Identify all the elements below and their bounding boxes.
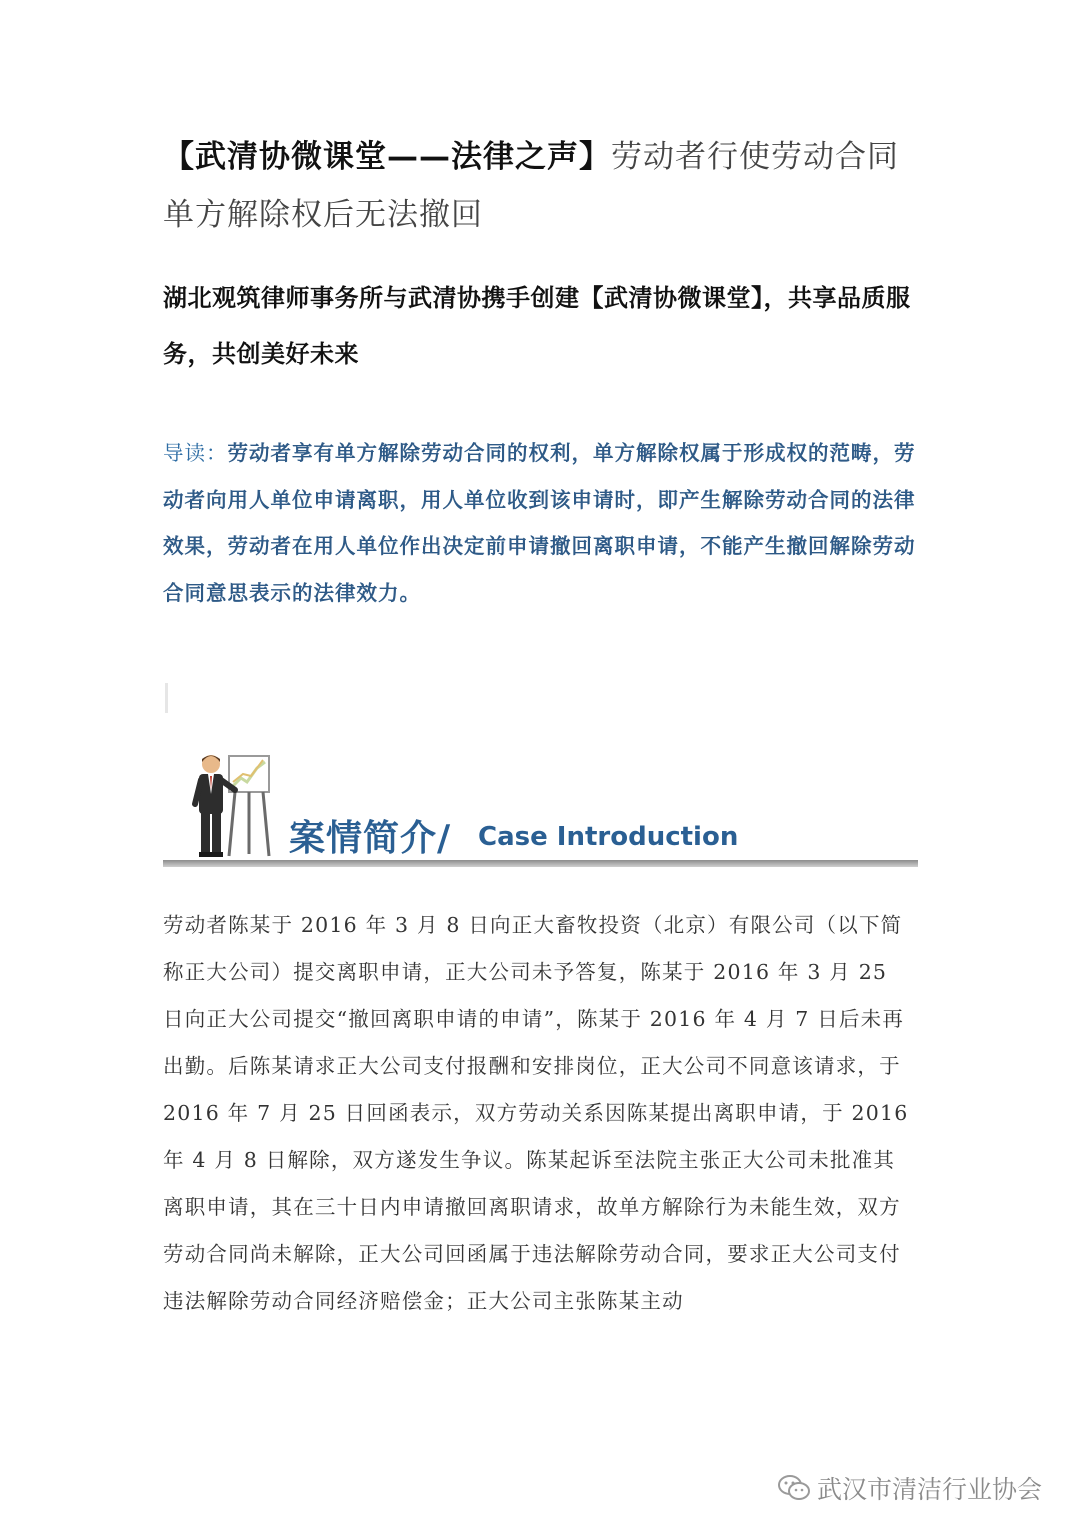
lead-label: 导读：	[163, 441, 228, 465]
case-introduction-banner	[163, 750, 918, 868]
case-body-paragraph: 劳动者陈某于 2016 年 3 月 8 日向正大畜牧投资（北京）有限公司（以下简称正大公司）提交离职申请，正大公司未予答复，陈某于 2016 年 3 月 25 日向正大公司提交“撤回离职申请的申请”，陈某于 2016 年 4 月 7 日后未再出勤。后陈某请求正大公司支付报酬和安排岗位，正大公司不同意该请求，于 2016 年 7 月 25 日回函表示，双方劳动关系因陈某提出离职申请，于 2016 年 4 月 8 日解除，双方遂发生争议。陈某起诉至法院主张正大公司未批准其离职申请，其在三十日内申请撤回离职请求，故单方解除行为未能生效，双方劳动合同尚未解除，正大公司回函属于违法解除劳动合同，要求正大公司支付违法解除劳动合同经济赔偿金；正大公司主张陈某主动	[163, 913, 909, 1313]
article-title-column: 【武清协微课堂——法律之声】	[163, 139, 611, 175]
article-title-text: 劳动者行使劳动合同单方解除权后无法撤回	[163, 139, 899, 233]
lead-text: 劳动者享有单方解除劳动合同的权利，单方解除权属于形成权的范畴，劳动者向用人单位申请离职，用人单位收到该申请时，即产生解除劳动合同的法律效果，劳动者在用人单位作出决定前申请撤回离职申请，不能产生撤回解除劳动合同意思表示的法律效力。	[163, 441, 916, 605]
watermark	[777, 1468, 1042, 1508]
watermark-text: 武汉市清洁行业协会	[816, 1475, 1042, 1504]
article-title	[163, 128, 923, 244]
article-subtitle: 湖北观筑律师事务所与武清协携手创建【武清协微课堂】，共享品质服务，共创美好未来	[163, 284, 911, 368]
lead-paragraph	[163, 430, 918, 616]
presenter-illustration	[163, 750, 283, 862]
divider-mark	[165, 683, 168, 713]
easel-icon	[229, 756, 269, 856]
case-title-english: Case Introduction	[478, 822, 739, 852]
case-banner-underline	[163, 860, 918, 867]
wechat-icon	[777, 1473, 811, 1503]
case-title-chinese: 案情简介/	[289, 818, 452, 859]
